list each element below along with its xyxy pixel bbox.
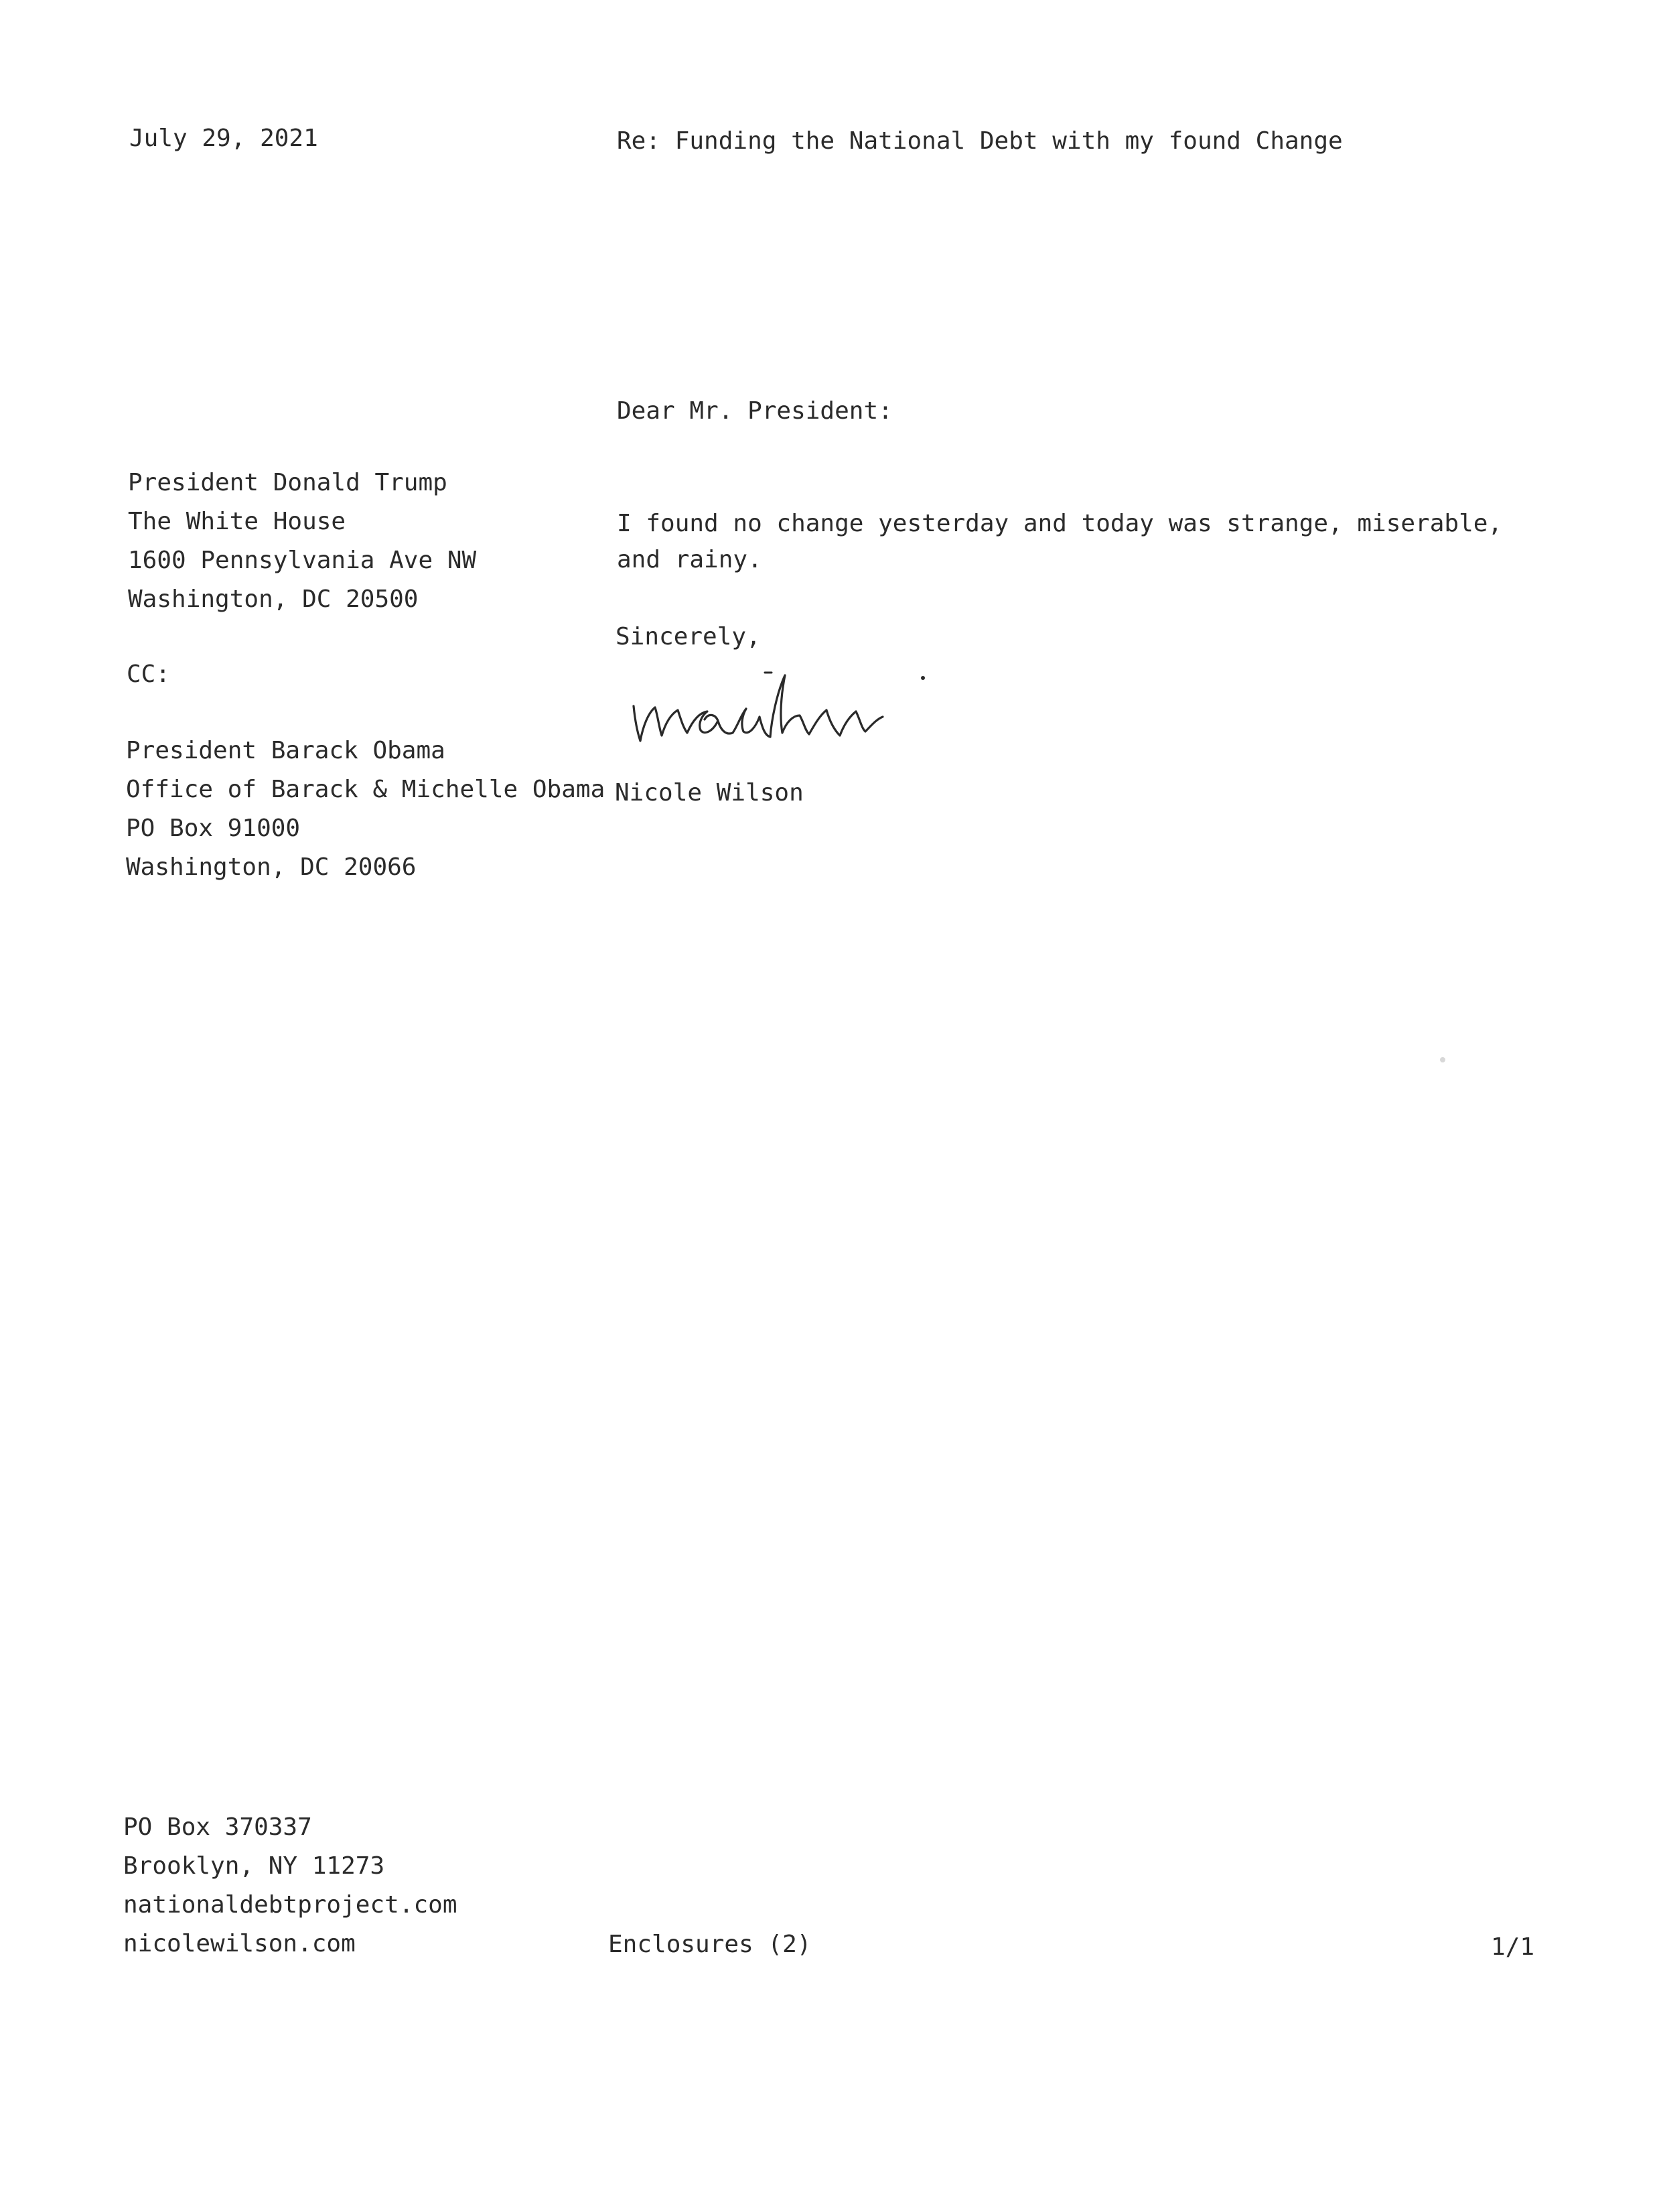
page-number: 1/1 [1491,1933,1535,1961]
salutation: Dear Mr. President: [617,397,893,425]
letter-body: I found no change yesterday and today was strange, miserable, and rainy. [617,510,1503,573]
recipient-address [128,464,476,619]
handwritten-signature [628,666,963,753]
cc-label: CC: [127,661,171,688]
cc-recipient-address [126,732,605,887]
sender-po-box: PO Box 370337 [123,1813,312,1841]
recipient-city: Washington, DC 20500 [128,585,419,613]
recipient-street: 1600 Pennsylvania Ave NW [128,547,477,574]
cc-recipient-office: Office of Barack & Michelle Obama [126,776,605,803]
cc-recipient-city: Washington, DC 20066 [126,853,417,881]
closing: Sincerely, [616,623,761,650]
recipient-organization: The White House [128,508,346,535]
signer-name: Nicole Wilson [615,779,804,807]
subject-line: Re: Funding the National Debt with my found Change [617,127,1343,155]
project-website: nationaldebtproject.com [123,1891,457,1919]
sender-contact [123,1808,457,1963]
letter-date: July 29, 2021 [129,125,318,152]
scan-speck [1440,1057,1445,1062]
signature-drawing [628,666,963,753]
enclosures-note: Enclosures (2) [608,1931,812,1958]
sender-city: Brooklyn, NY 11273 [123,1852,385,1880]
cc-recipient-name: President Barack Obama [126,737,445,764]
recipient-name: President Donald Trump [128,469,447,496]
cc-recipient-po-box: PO Box 91000 [126,815,301,842]
personal-website: nicolewilson.com [123,1930,356,1957]
